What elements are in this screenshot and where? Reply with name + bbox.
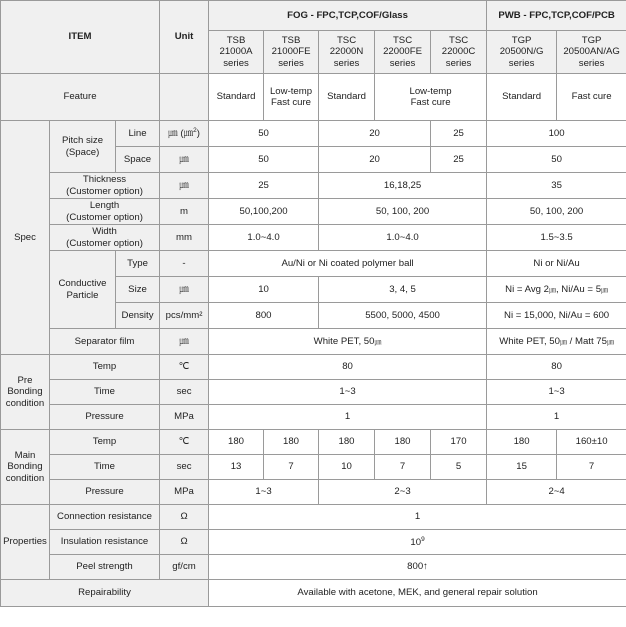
- length-unit: m: [160, 199, 209, 225]
- pre-time-unit: sec: [160, 380, 209, 405]
- unit-header: Unit: [160, 1, 209, 74]
- separator-film-unit: ㎛: [160, 329, 209, 355]
- feature-value: Low-temp Fast cure: [264, 74, 319, 121]
- main-temp-value: 170: [431, 430, 487, 455]
- line-value: 50: [209, 121, 319, 147]
- pre-temp-label: Temp: [50, 355, 160, 380]
- size-unit: ㎛: [160, 277, 209, 303]
- main-pressure-unit: MPa: [160, 480, 209, 505]
- feature-unit: [160, 74, 209, 121]
- main-pressure-value: 1~3: [209, 480, 319, 505]
- main-temp-value: 180: [319, 430, 375, 455]
- width-value: 1.5~3.5: [487, 225, 626, 251]
- density-label: Density: [116, 303, 160, 329]
- line-value: 20: [319, 121, 431, 147]
- length-value: 50, 100, 200: [487, 199, 626, 225]
- main-temp-value: 180: [209, 430, 264, 455]
- pre-pressure-label: Pressure: [50, 405, 160, 430]
- properties-label: Properties: [1, 505, 50, 580]
- feature-value: Standard: [487, 74, 557, 121]
- repairability-label: Repairability: [1, 580, 209, 607]
- main-pressure-value: 2~3: [319, 480, 487, 505]
- connection-resistance-value: 1: [209, 505, 626, 530]
- fog-group-header: FOG - FPC,TCP,COF/Glass: [209, 1, 487, 31]
- type-label: Type: [116, 251, 160, 277]
- separator-film-value: White PET, 50㎛ / Matt 75㎛: [487, 329, 626, 355]
- product-header: TGP 20500N/G series: [487, 31, 557, 74]
- pre-pressure-unit: MPa: [160, 405, 209, 430]
- space-value: 50: [487, 147, 626, 173]
- pre-bonding-label: Pre Bonding condition: [1, 355, 50, 430]
- size-label: Size: [116, 277, 160, 303]
- thickness-value: 16,18,25: [319, 173, 487, 199]
- main-temp-value: 180: [487, 430, 557, 455]
- space-unit: ㎛: [160, 147, 209, 173]
- type-value: Ni or Ni/Au: [487, 251, 626, 277]
- thickness-value: 25: [209, 173, 319, 199]
- product-header: TGP 20500AN/AG series: [557, 31, 626, 74]
- pwb-group-header: PWB - FPC,TCP,COF/PCB: [487, 1, 626, 31]
- size-value: 10: [209, 277, 319, 303]
- main-temp-value: 180: [375, 430, 431, 455]
- peel-strength-label: Peel strength: [50, 555, 160, 580]
- type-unit: -: [160, 251, 209, 277]
- main-temp-value: 180: [264, 430, 319, 455]
- density-value: 5500, 5000, 4500: [319, 303, 487, 329]
- width-value: 1.0~4.0: [319, 225, 487, 251]
- product-header: TSC 22000N series: [319, 31, 375, 74]
- space-label: Space: [116, 147, 160, 173]
- main-time-value: 10: [319, 455, 375, 480]
- main-time-value: 13: [209, 455, 264, 480]
- product-header: TSB 21000FE series: [264, 31, 319, 74]
- pre-time-value: 1~3: [209, 380, 487, 405]
- connection-resistance-unit: Ω: [160, 505, 209, 530]
- insulation-resistance-unit: Ω: [160, 530, 209, 555]
- feature-value: Fast cure: [557, 74, 626, 121]
- pre-temp-value: 80: [209, 355, 487, 380]
- connection-resistance-label: Connection resistance: [50, 505, 160, 530]
- main-time-value: 7: [375, 455, 431, 480]
- line-value: 100: [487, 121, 626, 147]
- density-value: Ni = 15,000, Ni/Au = 600: [487, 303, 626, 329]
- thickness-label: Thickness (Customer option): [50, 173, 160, 199]
- item-header: ITEM: [1, 1, 160, 74]
- length-value: 50,100,200: [209, 199, 319, 225]
- thickness-value: 35: [487, 173, 626, 199]
- pre-pressure-value: 1: [487, 405, 626, 430]
- peel-strength-unit: gf/cm: [160, 555, 209, 580]
- width-label: Width (Customer option): [50, 225, 160, 251]
- conductive-particle-label: Conductive Particle: [50, 251, 116, 329]
- pre-time-value: 1~3: [487, 380, 626, 405]
- width-unit: mm: [160, 225, 209, 251]
- space-value: 25: [431, 147, 487, 173]
- product-header: TSC 22000FE series: [375, 31, 431, 74]
- line-label: Line: [116, 121, 160, 147]
- size-value: 3, 4, 5: [319, 277, 487, 303]
- insulation-resistance-value: $10^9$: [209, 530, 626, 555]
- density-value: 800: [209, 303, 319, 329]
- main-temp-unit: ℃: [160, 430, 209, 455]
- pre-pressure-value: 1: [209, 405, 487, 430]
- length-label: Length (Customer option): [50, 199, 160, 225]
- pre-time-label: Time: [50, 380, 160, 405]
- repairability-value: Available with acetone, MEK, and general repair solution: [209, 580, 626, 607]
- feature-value: Standard: [319, 74, 375, 121]
- separator-film-value: White PET, 50㎛: [209, 329, 487, 355]
- line-value: 25: [431, 121, 487, 147]
- main-time-unit: sec: [160, 455, 209, 480]
- pre-temp-unit: ℃: [160, 355, 209, 380]
- insulation-resistance-label: Insulation resistance: [50, 530, 160, 555]
- density-unit: pcs/mm²: [160, 303, 209, 329]
- pitch-size-label: Pitch size (Space): [50, 121, 116, 173]
- size-value: Ni = Avg 2㎛, Ni/Au = 5㎛: [487, 277, 626, 303]
- pre-temp-value: 80: [487, 355, 626, 380]
- length-value: 50, 100, 200: [319, 199, 487, 225]
- spec-label: Spec: [1, 121, 50, 355]
- product-header: TSC 22000C series: [431, 31, 487, 74]
- space-value: 50: [209, 147, 319, 173]
- main-temp-value: 160±10: [557, 430, 626, 455]
- feature-value: Standard: [209, 74, 264, 121]
- feature-label: Feature: [1, 74, 160, 121]
- feature-value: Low-temp Fast cure: [375, 74, 487, 121]
- main-time-label: Time: [50, 455, 160, 480]
- main-time-value: 7: [264, 455, 319, 480]
- main-time-value: 5: [431, 455, 487, 480]
- main-pressure-value: 2~4: [487, 480, 626, 505]
- main-pressure-label: Pressure: [50, 480, 160, 505]
- type-value: Au/Ni or Ni coated polymer ball: [209, 251, 487, 277]
- main-bonding-label: Main Bonding condition: [1, 430, 50, 505]
- line-unit: ㎛ (㎛$^2$): [160, 121, 209, 147]
- main-time-value: 15: [487, 455, 557, 480]
- width-value: 1.0~4.0: [209, 225, 319, 251]
- space-value: 20: [319, 147, 431, 173]
- main-temp-label: Temp: [50, 430, 160, 455]
- peel-strength-value: 800↑: [209, 555, 626, 580]
- thickness-unit: ㎛: [160, 173, 209, 199]
- separator-film-label: Separator film: [50, 329, 160, 355]
- main-time-value: 7: [557, 455, 626, 480]
- product-header: TSB 21000A series: [209, 31, 264, 74]
